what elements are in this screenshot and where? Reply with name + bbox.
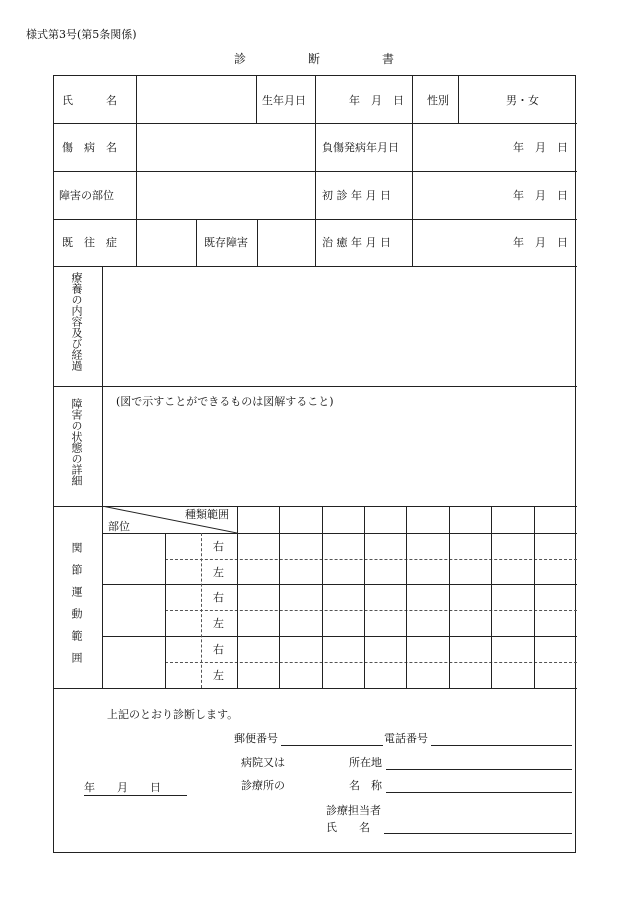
clinic-label: 診療所の	[241, 779, 285, 792]
joint-site-header: 部位	[108, 520, 130, 533]
title-char-3: 書	[382, 52, 395, 66]
phone-number-line	[431, 745, 572, 746]
col-divider	[136, 76, 137, 123]
joint-col-divider	[364, 506, 365, 688]
disability-site-label: 障害の部位	[59, 189, 114, 202]
onset-date-label: 負傷発病年月日	[322, 141, 399, 154]
address-label: 所在地	[349, 756, 382, 769]
cure-date-value: 年 月 日	[513, 236, 568, 249]
joint-right-3: 右	[213, 643, 224, 656]
joint-type-range-header: 種類範囲	[185, 508, 229, 521]
joint-dashed-divider	[165, 610, 577, 611]
first-visit-label: 初 診 年 月 日	[322, 189, 391, 202]
phone-number-label: 電話番号	[384, 732, 428, 745]
joint-dashed-divider	[165, 559, 577, 560]
row-divider	[54, 688, 577, 689]
existing-disability-label: 既存障害	[204, 236, 248, 249]
col-divider	[257, 219, 258, 266]
doctor-name-line	[384, 833, 572, 834]
joint-group-divider	[102, 636, 577, 637]
col-divider	[315, 76, 316, 123]
joint-right-2: 右	[213, 591, 224, 604]
joint-col-divider	[165, 533, 166, 688]
birth-date-label: 生年月日	[262, 94, 306, 107]
disability-state-label: 障害の状態の詳細	[70, 398, 83, 486]
treatment-label: 療養の内容及び経過	[70, 272, 83, 371]
hospital-label: 病院又は	[241, 756, 285, 769]
first-visit-date-value: 年 月 日	[513, 189, 568, 202]
col-divider	[136, 123, 137, 266]
joint-right-1: 右	[213, 540, 224, 553]
facility-name-label: 名 称	[349, 779, 382, 792]
joint-col-divider	[322, 506, 323, 688]
form-number: 様式第3号(第5条関係)	[26, 28, 137, 41]
cure-date-label: 治 癒 年 月 日	[322, 236, 391, 249]
title-char-2: 断	[308, 52, 321, 66]
doctor-name-label: 氏 名	[326, 821, 370, 834]
col-divider	[458, 76, 459, 123]
joint-col-divider	[491, 506, 492, 688]
diagnosis-date: 年 月 日	[84, 781, 161, 794]
postal-code-line	[281, 745, 383, 746]
col-divider	[315, 123, 316, 266]
joint-dashed-divider	[165, 662, 577, 663]
postal-code-label: 郵便番号	[234, 732, 278, 745]
joint-col-divider	[449, 506, 450, 688]
facility-name-line	[386, 792, 572, 793]
name-label: 氏 名	[62, 94, 117, 107]
diagnosis-date-line	[84, 795, 187, 796]
joint-col-divider	[237, 506, 238, 688]
joint-col-divider	[279, 506, 280, 688]
joint-col-divider	[534, 506, 535, 688]
onset-date-value: 年 月 日	[513, 141, 568, 154]
joint-dashed-col	[201, 533, 202, 688]
doctor-in-charge-label: 診療担当者	[326, 804, 381, 817]
joint-range-label: 関節運動範囲	[70, 542, 83, 674]
title-char-1: 診	[234, 52, 247, 66]
sex-label: 性別	[427, 94, 449, 107]
diagnosis-statement: 上記のとおり診断します。	[107, 708, 239, 721]
joint-left-3: 左	[213, 669, 224, 682]
joint-header-bottom	[102, 533, 577, 534]
joint-left-2: 左	[213, 617, 224, 630]
sex-value: 男・女	[506, 94, 539, 107]
row-divider	[54, 266, 577, 267]
col-divider	[412, 76, 413, 123]
col-divider	[256, 76, 257, 123]
col-divider	[196, 219, 197, 266]
joint-left-1: 左	[213, 566, 224, 579]
col-divider	[412, 123, 413, 266]
birth-date-value: 年 月 日	[349, 94, 404, 107]
joint-group-divider	[102, 584, 577, 585]
address-line	[386, 769, 572, 770]
disability-state-note: (図で示すことができるものは図解すること)	[116, 395, 334, 408]
row-divider	[54, 386, 577, 387]
label-col-divider	[102, 266, 103, 688]
medical-history-label: 既 往 症	[62, 236, 117, 249]
injury-name-label: 傷 病 名	[62, 141, 117, 154]
diagnosis-form-table	[53, 75, 576, 853]
joint-col-divider	[406, 506, 407, 688]
